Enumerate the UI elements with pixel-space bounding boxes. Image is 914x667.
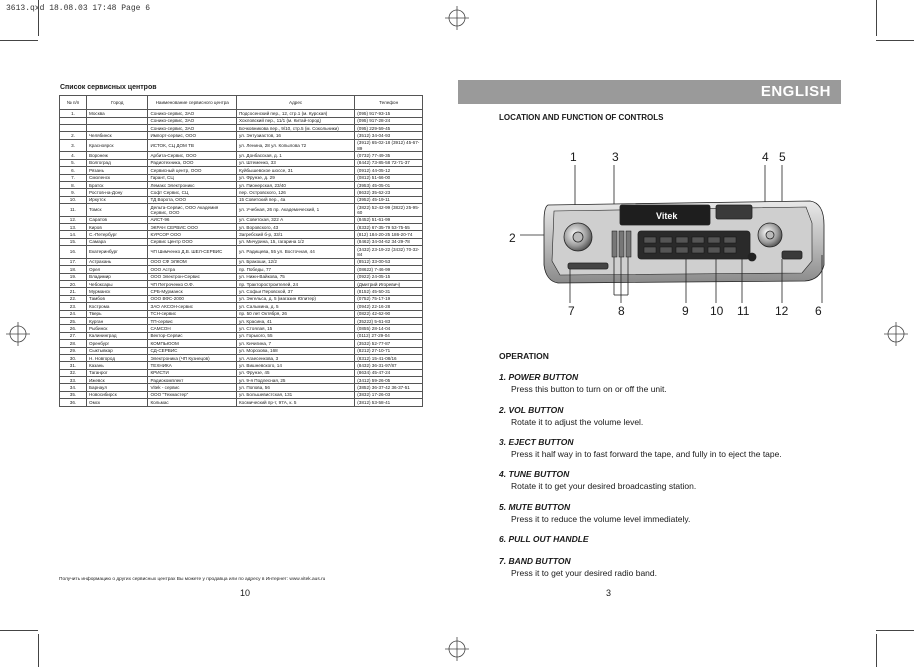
table-cell: 23. bbox=[60, 303, 87, 310]
table-row bbox=[60, 354, 423, 361]
table-cell: Электроника (ЧП Кузнецов) bbox=[148, 354, 237, 361]
table-cell: Ростов-на-Дону bbox=[87, 189, 148, 196]
operation-item bbox=[499, 437, 839, 459]
table-row bbox=[60, 152, 423, 159]
table-cell: (0922) 24-05-15 bbox=[355, 273, 423, 280]
table-cell: Сонико-сервис, ЗАО bbox=[148, 124, 237, 131]
table-cell: (812) 184-20-25 186-20-74 bbox=[355, 231, 423, 238]
table-cell: Владимир bbox=[87, 273, 148, 280]
table-cell: (8312) 15-41-08/16 bbox=[355, 354, 423, 361]
table-cell: Космический пр-т, 97А, к. 5 bbox=[236, 399, 354, 406]
table-cell: Софт Сервис, СЦ bbox=[148, 189, 237, 196]
table-cell: 14. bbox=[60, 231, 87, 238]
table-cell: 12. bbox=[60, 216, 87, 223]
table-cell: 15. bbox=[60, 238, 87, 245]
table-row bbox=[60, 273, 423, 280]
callout-7: 7 bbox=[568, 304, 575, 318]
table-cell: (8634) 45-47-24 bbox=[355, 369, 423, 376]
table-cell: пр. Победы, 77 bbox=[236, 266, 354, 273]
table-row bbox=[60, 266, 423, 273]
table-row bbox=[60, 310, 423, 317]
table-cell: Воронеж bbox=[87, 152, 148, 159]
table-cell: (0732) 77-49-35 bbox=[355, 152, 423, 159]
callout-6: 6 bbox=[815, 304, 822, 318]
table-row bbox=[60, 391, 423, 398]
table-cell: (0942) 22-16-28 bbox=[355, 303, 423, 310]
table-cell: 17. bbox=[60, 258, 87, 265]
table-cell: ул. Попова, 56 bbox=[236, 384, 354, 391]
table-cell: 27. bbox=[60, 332, 87, 339]
table-cell: ул. Пионерская, 23/40 bbox=[236, 181, 354, 188]
print-header: 3613.qxd 18.08.03 17:48 Page 6 bbox=[6, 4, 151, 13]
table-cell: Красноярск bbox=[87, 139, 148, 152]
table-cell: Курган bbox=[87, 317, 148, 324]
table-row bbox=[60, 303, 423, 310]
page-number-left: 10 bbox=[240, 588, 251, 598]
operation-item bbox=[499, 405, 839, 427]
table-row bbox=[60, 224, 423, 231]
table-cell: 18. bbox=[60, 266, 87, 273]
page-number-right: 3 bbox=[606, 588, 612, 598]
operation-item bbox=[499, 372, 839, 394]
table-row bbox=[60, 231, 423, 238]
table-cell: Челябинск bbox=[87, 132, 148, 139]
table-cell: ул. 9-я Подлесная, 25 bbox=[236, 377, 354, 384]
column-header: Адрес bbox=[236, 96, 354, 110]
table-cell: Дельта-Сервис, ООО Академия Сервис, ООО bbox=[148, 204, 237, 217]
table-cell: ул. Софьи Перовской, 37 bbox=[236, 288, 354, 295]
table-cell: ул. Кичигина, 7 bbox=[236, 340, 354, 347]
table-cell: 13. bbox=[60, 224, 87, 231]
operation-description: Rotate it to adjust the volume level. bbox=[511, 417, 644, 427]
table-cell: 31. bbox=[60, 362, 87, 369]
table-cell: (3832) 17-26-03 bbox=[355, 391, 423, 398]
table-cell: Киров bbox=[87, 224, 148, 231]
table-cell bbox=[87, 124, 148, 131]
column-header: Город bbox=[87, 96, 148, 110]
table-cell: (8432) 36-31-97/87 bbox=[355, 362, 423, 369]
table-row bbox=[60, 347, 423, 354]
table-row bbox=[60, 139, 423, 152]
table-cell: 20. bbox=[60, 281, 87, 288]
table-cell: Братск bbox=[87, 181, 148, 188]
table-cell: (3532) 52-77-87 bbox=[355, 340, 423, 347]
table-cell: 30. bbox=[60, 354, 87, 361]
table-row bbox=[60, 399, 423, 406]
callout-11: 11 bbox=[737, 304, 750, 318]
table-cell: (0112) 27-29-04 bbox=[355, 332, 423, 339]
table-cell: Кострома bbox=[87, 303, 148, 310]
table-cell: ул. Фрунзе, 45 bbox=[236, 369, 354, 376]
table-cell: Смоленск bbox=[87, 174, 148, 181]
table-cell: С.-Петербург bbox=[87, 231, 148, 238]
table-cell: Импорт-сервис, ООО bbox=[148, 132, 237, 139]
callout-5: 5 bbox=[779, 150, 786, 164]
table-cell: Саратов bbox=[87, 216, 148, 223]
table-cell: 15 Советский пер., 4а bbox=[236, 196, 354, 203]
table-cell: ул. Советская, 322 А bbox=[236, 216, 354, 223]
operation-heading: 3. EJECT BUTTON bbox=[499, 437, 574, 447]
table-cell: ул. Вишневского, 14 bbox=[236, 362, 354, 369]
table-cell: Орел bbox=[87, 266, 148, 273]
table-cell: Самара bbox=[87, 238, 148, 245]
table-cell: ТП-сервис bbox=[148, 317, 237, 324]
table-cell: Н. Новгород bbox=[87, 354, 148, 361]
table-cell: (0812) 51-66-00 bbox=[355, 174, 423, 181]
operation-heading: 4. TUNE BUTTON bbox=[499, 469, 570, 479]
table-cell: (095) 917-28-24 bbox=[355, 117, 423, 124]
table-cell: Волгоград bbox=[87, 159, 148, 166]
table-cell: ул. Штеменко, 33 bbox=[236, 159, 354, 166]
table-row bbox=[60, 189, 423, 196]
table-cell: 5. bbox=[60, 159, 87, 166]
service-centers-table bbox=[59, 95, 423, 407]
table-cell: 34. bbox=[60, 384, 87, 391]
table-cell: 33. bbox=[60, 377, 87, 384]
table-cell: (8442) 73-85-58 72-71-37 bbox=[355, 159, 423, 166]
table-cell: ул. Стоялая, 15 bbox=[236, 325, 354, 332]
table-row bbox=[60, 362, 423, 369]
table-cell: 8. bbox=[60, 181, 87, 188]
table-row bbox=[60, 174, 423, 181]
operation-description: Press it to get your desired radio band. bbox=[511, 568, 657, 578]
table-cell: (3412) 59-26-05 bbox=[355, 377, 423, 384]
table-cell: Сонико-сервис, ЗАО bbox=[148, 117, 237, 124]
table-row bbox=[60, 317, 423, 324]
table-cell: ул. Большевистская, 131 bbox=[236, 391, 354, 398]
operation-description: Press it half way in to fast forward the tape, and fully in to eject the tape. bbox=[511, 449, 782, 459]
operation-heading: 5. MUTE BUTTON bbox=[499, 502, 571, 512]
table-cell: ООО Электрон-Сервис bbox=[148, 273, 237, 280]
table-cell: ул. Энгельса, д. 5 (магазин Юпитер) bbox=[236, 295, 354, 302]
table-cell: ЧП Шимченко Д.В. ШЕЛ-СЕРВИС bbox=[148, 246, 237, 259]
table-cell: 6. bbox=[60, 167, 87, 174]
table-cell: Сервисный центр, ООО bbox=[148, 167, 237, 174]
table-cell: Таганрог bbox=[87, 369, 148, 376]
table-cell: (8512) 33-00-53 bbox=[355, 258, 423, 265]
table-cell: (08622) 7-46-99 bbox=[355, 266, 423, 273]
controls-section-title: LOCATION AND FUNCTION OF CONTROLS bbox=[499, 113, 664, 122]
operation-heading: 7. BAND BUTTON bbox=[499, 556, 571, 566]
table-cell: пер. Островского, 126 bbox=[236, 189, 354, 196]
callout-4: 4 bbox=[762, 150, 769, 164]
table-cell: Лемакс Электроникс bbox=[148, 181, 237, 188]
table-cell: Кольмас bbox=[148, 399, 237, 406]
operation-description: Press it to reduce the volume level immediately. bbox=[511, 514, 691, 524]
table-cell: 4. bbox=[60, 152, 87, 159]
operation-description: Rotate it to get your desired broadcasting station. bbox=[511, 481, 697, 491]
table-row bbox=[60, 377, 423, 384]
table-cell: КОМПЬЮОМ bbox=[148, 340, 237, 347]
car-radio-illustration bbox=[520, 165, 840, 305]
operation-description: Press this button to turn on or off the unit. bbox=[511, 384, 667, 394]
table-cell: Радиотехника, ООО bbox=[148, 159, 237, 166]
table-cell: ул. Учебная, 26 пр. Академический, 1 bbox=[236, 204, 354, 217]
table-cell: ул. Агаесенкова, 3 bbox=[236, 354, 354, 361]
table-cell: Мурманск bbox=[87, 288, 148, 295]
table-cell: ТСН-сервис bbox=[148, 310, 237, 317]
table-cell: ул. Ленина, 28 ул. Копылова 72 bbox=[236, 139, 354, 152]
table-row bbox=[60, 369, 423, 376]
table-cell: СД-СЕРВИС bbox=[148, 347, 237, 354]
table-row bbox=[60, 288, 423, 295]
table-cell: ул. Сальмина, д. 5 bbox=[236, 303, 354, 310]
table-cell: 22. bbox=[60, 295, 87, 302]
table-cell bbox=[87, 117, 148, 124]
table-cell: 21. bbox=[60, 288, 87, 295]
table-row bbox=[60, 204, 423, 217]
table-row bbox=[60, 117, 423, 124]
service-centers-title: Список сервисных центров bbox=[60, 84, 157, 91]
table-cell: КУРСОР ООО bbox=[148, 231, 237, 238]
table-cell: ул. Горького, 55 bbox=[236, 332, 354, 339]
table-cell: 36. bbox=[60, 399, 87, 406]
operation-item bbox=[499, 534, 839, 544]
table-cell: 35. bbox=[60, 391, 87, 398]
table-cell: (3512) 34-04-93 bbox=[355, 132, 423, 139]
table-cell: 10. bbox=[60, 196, 87, 203]
table-cell: ул. Красина, 41 bbox=[236, 317, 354, 324]
table-cell: ЗАО АКСОН-сервис bbox=[148, 303, 237, 310]
table-cell: САМСОН bbox=[148, 325, 237, 332]
callout-9: 9 bbox=[682, 304, 689, 318]
table-cell: (3852) 36-37-42 36-37-51 bbox=[355, 384, 423, 391]
service-footnote: Получить информацию о других сервисных центрах Вы можете у продавца или по адресу в Интернет: www.vitek.aus.ru bbox=[59, 577, 326, 582]
table-cell bbox=[60, 117, 87, 124]
table-row bbox=[60, 246, 423, 259]
table-cell: СРБ-Мурманск bbox=[148, 288, 237, 295]
operation-item bbox=[499, 469, 839, 491]
table-cell: (3952) 45-19-11 bbox=[355, 196, 423, 203]
table-cell: (3822) 52-42-99 (3822) 25-95-60 bbox=[355, 204, 423, 217]
table-cell: Тамбов bbox=[87, 295, 148, 302]
table-body bbox=[60, 110, 423, 406]
table-cell: Калининград bbox=[87, 332, 148, 339]
table-row bbox=[60, 384, 423, 391]
table-cell: Сонико-сервис, ЗАО bbox=[148, 110, 237, 117]
table-cell: Бочковникова пер., 9/10, стр.5 (м. Сокольники) bbox=[236, 124, 354, 131]
table-cell: ООО СФ ЭЛКОМ bbox=[148, 258, 237, 265]
table-cell: (8632) 35-62-23 bbox=[355, 189, 423, 196]
table-cell: ул. Донбасская, д. 1 bbox=[236, 152, 354, 159]
operation-heading: 1. POWER BUTTON bbox=[499, 372, 579, 382]
table-cell: ЧП Петроченко О.Ф. bbox=[148, 281, 237, 288]
table-row bbox=[60, 167, 423, 174]
table-row bbox=[60, 281, 423, 288]
table-cell: ул. Воровского, 43 bbox=[236, 224, 354, 231]
column-header: Телефон bbox=[355, 96, 423, 110]
table-cell: 24. bbox=[60, 310, 87, 317]
table-cell: ООО "Техмастер" bbox=[148, 391, 237, 398]
device-brand-label: Vitek bbox=[656, 211, 678, 221]
table-cell: ул. Нижн-Вайкова, 75 bbox=[236, 273, 354, 280]
table-cell: Тверь bbox=[87, 310, 148, 317]
table-cell: 19. bbox=[60, 273, 87, 280]
table-row bbox=[60, 181, 423, 188]
table-cell: Чебоксары bbox=[87, 281, 148, 288]
callout-10: 10 bbox=[710, 304, 724, 318]
table-cell: Екатеринбург bbox=[87, 246, 148, 259]
table-row bbox=[60, 340, 423, 347]
table-cell: Новосибирск bbox=[87, 391, 148, 398]
table-cell: (8152) 45-50-31 bbox=[355, 288, 423, 295]
table-cell: ул. Энтузиастов, 16 bbox=[236, 132, 354, 139]
operation-item bbox=[499, 556, 839, 578]
table-cell: Хохловский пер., 11/1 (м. Китай-город) bbox=[236, 117, 354, 124]
table-cell: пр. Тракторостроителей, 24 bbox=[236, 281, 354, 288]
table-cell: Радиокомплект bbox=[148, 377, 237, 384]
table-row bbox=[60, 332, 423, 339]
table-cell: 32. bbox=[60, 369, 87, 376]
table-cell: ТД Ворота, ООО bbox=[148, 196, 237, 203]
table-cell: ул. Бракоши, 12/2 bbox=[236, 258, 354, 265]
column-header: Наименование сервисного центра bbox=[148, 96, 237, 110]
operation-title: OPERATION bbox=[499, 351, 549, 361]
table-cell: ул. Фрунзе, д. 29 bbox=[236, 174, 354, 181]
table-cell: 9. bbox=[60, 189, 87, 196]
table-cell: Казань bbox=[87, 362, 148, 369]
table-cell: 25. bbox=[60, 317, 87, 324]
table-cell: ул. Радищева, 55 ул. Восточная, 44 bbox=[236, 246, 354, 259]
table-cell: 1. bbox=[60, 110, 87, 117]
column-header: № п/п bbox=[60, 96, 87, 110]
table-cell: Оренбург bbox=[87, 340, 148, 347]
table-header-row bbox=[60, 96, 423, 110]
table-cell: пр. 50 лет Октября, 26 bbox=[236, 310, 354, 317]
table-cell: Барнаул bbox=[87, 384, 148, 391]
table-cell: (0752) 75-17-19 bbox=[355, 295, 423, 302]
table-cell: Арбита-Сервис, ООО bbox=[148, 152, 237, 159]
table-cell: 26. bbox=[60, 325, 87, 332]
language-banner bbox=[458, 80, 841, 104]
table-cell: Омск bbox=[87, 399, 148, 406]
table-cell: Вектор-Сервис bbox=[148, 332, 237, 339]
table-cell: ТЕХНИКА bbox=[148, 362, 237, 369]
table-cell: (35222) 5-61-83 bbox=[355, 317, 423, 324]
table-cell: Томск bbox=[87, 204, 148, 217]
table-cell: (8452) 51-61-99 bbox=[355, 216, 423, 223]
table-cell: Москва bbox=[87, 110, 148, 117]
table-cell: (0855) 28-14-04 bbox=[355, 325, 423, 332]
table-cell: 2. bbox=[60, 132, 87, 139]
table-cell: Загребский б-р, 33/1 bbox=[236, 231, 354, 238]
table-cell: (8212) 27-10-71 bbox=[355, 347, 423, 354]
table-cell: ИСТОК, СЦ ДОМ ТВ bbox=[148, 139, 237, 152]
table-cell: (Дмитрий Игоревич) bbox=[355, 281, 423, 288]
table-cell: ООО Астра bbox=[148, 266, 237, 273]
table-cell: (8462) 34-04-62 34-29-78 bbox=[355, 238, 423, 245]
callout-1: 1 bbox=[570, 150, 577, 164]
table-cell: (3812) 53-58-41 bbox=[355, 399, 423, 406]
table-row bbox=[60, 295, 423, 302]
table-cell: (095) 229-59-45 bbox=[355, 124, 423, 131]
table-cell: (0912) 44-05-12 bbox=[355, 167, 423, 174]
table-cell: АИСТ-96 bbox=[148, 216, 237, 223]
table-cell: 3. bbox=[60, 139, 87, 152]
table-cell: Ижевск bbox=[87, 377, 148, 384]
language-label: ENGLISH bbox=[760, 83, 831, 100]
table-cell: (3912) 65-02-18 (3912) 45-67-89 bbox=[355, 139, 423, 152]
table-cell: ООО ВФС-2000 bbox=[148, 295, 237, 302]
table-cell: 11. bbox=[60, 204, 87, 217]
table-cell: (095) 917-93-15 bbox=[355, 110, 423, 117]
table-cell: (0822) 42-62-90 bbox=[355, 310, 423, 317]
operation-heading: 6. PULL OUT HANDLE bbox=[499, 534, 589, 544]
callout-3: 3 bbox=[612, 150, 619, 164]
table-cell: Рыбинск bbox=[87, 325, 148, 332]
table-row bbox=[60, 159, 423, 166]
table-row bbox=[60, 238, 423, 245]
operation-heading: 2. VOL BUTTON bbox=[499, 405, 564, 415]
table-row bbox=[60, 196, 423, 203]
callout-8: 8 bbox=[618, 304, 625, 318]
table-cell: Подсосенский пер., 12, стр.1 (м. Курская) bbox=[236, 110, 354, 117]
table-row bbox=[60, 124, 423, 131]
table-row bbox=[60, 325, 423, 332]
table-cell: ЭКРАН СЕРВИС ООО bbox=[148, 224, 237, 231]
table-cell: Иркутск bbox=[87, 196, 148, 203]
table-cell: Гарант, СЦ bbox=[148, 174, 237, 181]
table-cell: Рязань bbox=[87, 167, 148, 174]
table-row bbox=[60, 258, 423, 265]
table-cell: Куйбышевское шоссе, 31 bbox=[236, 167, 354, 174]
callout-2: 2 bbox=[509, 231, 516, 245]
table-cell: КРИСТИ bbox=[148, 369, 237, 376]
table-cell: 7. bbox=[60, 174, 87, 181]
table-cell: 28. bbox=[60, 340, 87, 347]
table-cell: 16. bbox=[60, 246, 87, 259]
table-row bbox=[60, 110, 423, 117]
table-cell: ул. Морозова, 168 bbox=[236, 347, 354, 354]
table-cell bbox=[60, 124, 87, 131]
table-cell: Астрахань bbox=[87, 258, 148, 265]
table-cell: 29. bbox=[60, 347, 87, 354]
operation-item bbox=[499, 502, 839, 524]
table-cell: Vitek - сервис bbox=[148, 384, 237, 391]
table-row bbox=[60, 216, 423, 223]
table-cell: Сервис Центр ООО bbox=[148, 238, 237, 245]
table-cell: (8332) 67-35-79 53-75-55 bbox=[355, 224, 423, 231]
callout-12: 12 bbox=[775, 304, 789, 318]
table-cell: ул. Мичурина, 15, гагарина 1/2 bbox=[236, 238, 354, 245]
table-row bbox=[60, 132, 423, 139]
table-cell: Сыктывкар bbox=[87, 347, 148, 354]
table-cell: (3432) 23-19-22 (3432) 70-32-84 bbox=[355, 246, 423, 259]
table-cell: (3953) 45-05-01 bbox=[355, 181, 423, 188]
